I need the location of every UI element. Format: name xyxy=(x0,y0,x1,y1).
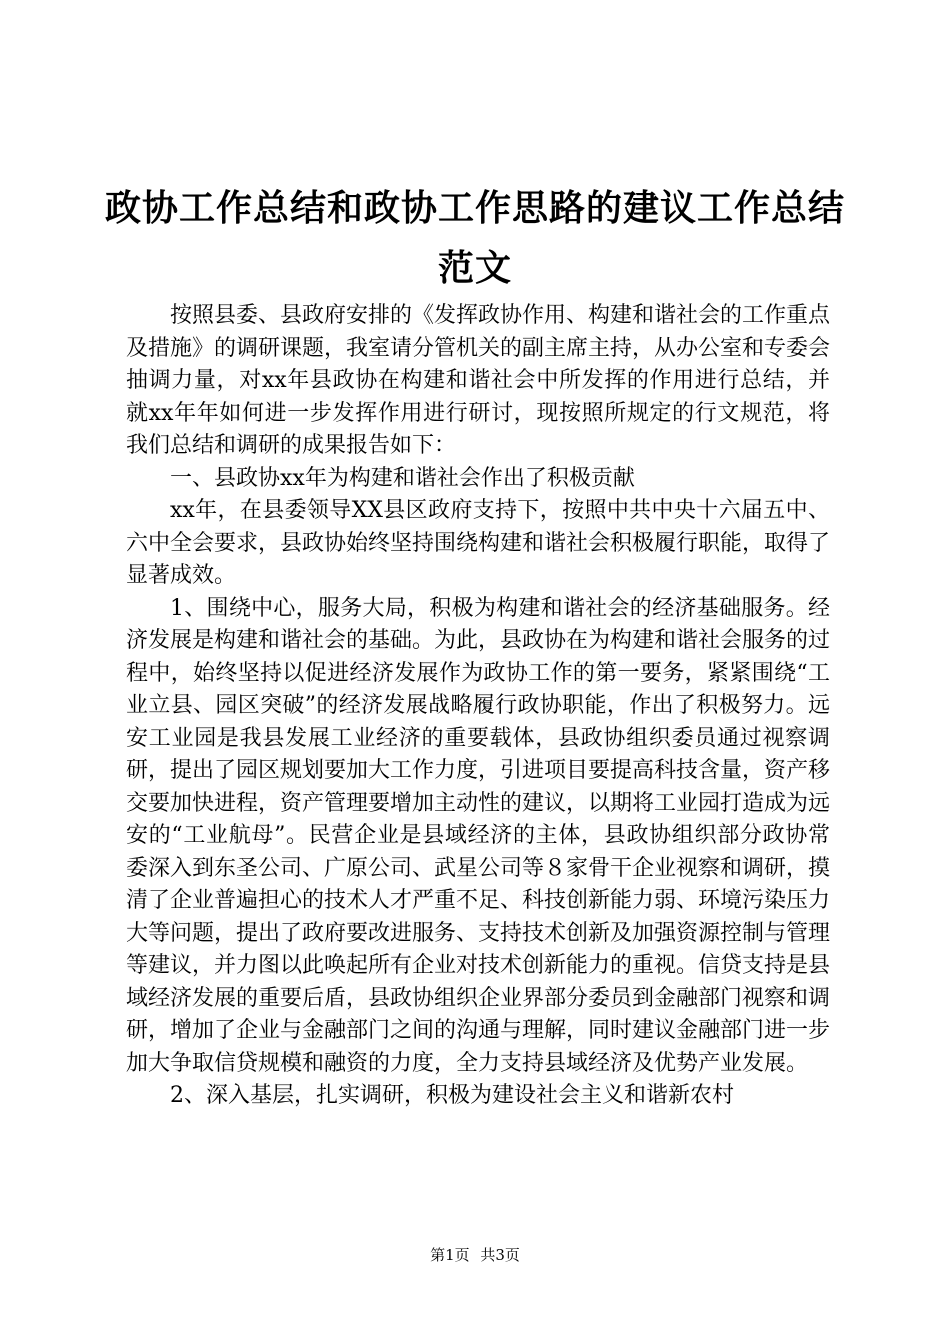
page-number-current: 第1页 xyxy=(430,1246,470,1264)
body-paragraph-item-2: 2、深入基层，扎实调研，积极为建设社会主义和谐新农村 xyxy=(170,1083,734,1108)
document-title-line1: 政协工作总结和政协工作思路的建议工作总结 xyxy=(104,188,845,229)
body-paragraph-intro: 按照县委、县政府安排的《发挥政协作用、构建和谐社会的工作重点及措施》的调研课题，我室请分管机关的副主席主持，从办公室和专委会抽调力量，对xx年县政协在构建和谐社会中所发挥的作用进行总结，并就xx年年如何进一步发挥作用进行研讨，现按照所规定的行文规范，将我们总结和调研的成果报告如下： xyxy=(126,303,831,458)
body-paragraph-item-1: 1、围绕中心，服务大局，积极为构建和谐社会的经济基础服务。经济发展是构建和谐社会的基础。为此，县政协在为构建和谐社会服务的过程中，始终坚持以促进经济发展作为政协工作的第一要务，紧紧围绕“工业立县、园区突破”的经济发展战略履行政协职能，作出了积极努力。远安工业园是我县发展工业经济的重要载体，县政协组织委员通过视察调研，提出了园区规划要加大工作力度，引进项目要提高科技含量，资产移交要加快进程，资产管理要增加主动性的建议，以期将工业园打造成为远安的“工业航母”。民营企业是县域经济的主体，县政协组织部分政协常委深入到东圣公司、广原公司、武星公司等８家骨干企业视察和调研，摸清了企业普遍担心的技术人才严重不足、科技创新能力弱、环境污染压力大等问题，提出了政府要改进服务、支持技术创新及加强资源控制与管理等建议，并力图以此唤起所有企业对技术创新能力的重视。信贷支持是县域经济发展的重要后盾，县政协组织企业界部分委员到金融部门视察和调研，增加了企业与金融部门之间的沟通与理解，同时建议金融部门进一步加大争取信贷规模和融资的力度，全力支持县域经济及优势产业发展。 xyxy=(126,595,831,1076)
document-title-line2: 范文 xyxy=(437,248,512,289)
page-footer xyxy=(0,1245,950,1265)
section-heading-1: 一、县政协xx年为构建和谐社会作出了积极贡献 xyxy=(170,465,635,491)
page-number-total: 共3页 xyxy=(480,1246,520,1264)
body-paragraph-summary: xx年，在县委领导XX县区政府支持下，按照中共中央十六届五中、六中全会要求，县政协始终坚持围绕构建和谐社会积极履行职能，取得了显著成效。 xyxy=(126,498,831,588)
document-body xyxy=(126,300,830,1113)
